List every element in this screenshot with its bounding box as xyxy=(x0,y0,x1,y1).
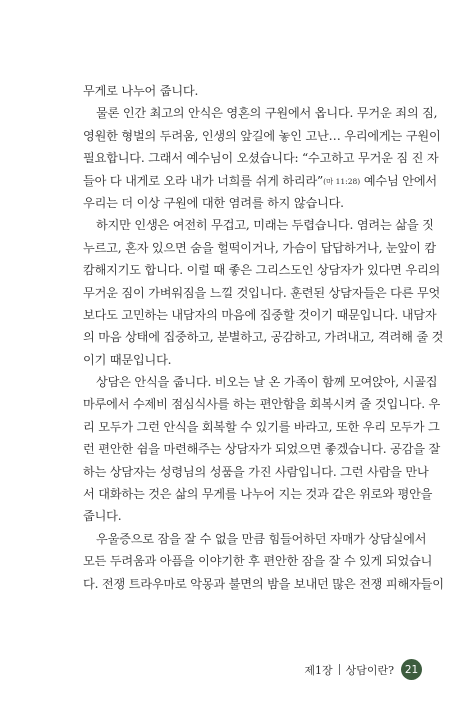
text-line: 이기 때문입니다. xyxy=(83,352,172,367)
text-line: 모든 두려움과 아픔을 이야기한 후 편안한 잠을 잘 수 있게 되었습니 xyxy=(83,554,433,569)
page-body xyxy=(83,80,444,595)
text-line: 마루에서 수제비 점심식사를 하는 편안함을 회복시켜 줄 것입니다. 우 xyxy=(83,397,441,412)
text-line: 런 편안한 쉼을 마련해주는 상담자가 되었으면 좋겠습니다. 공감을 잘 xyxy=(83,442,441,457)
text-line: 의 마음 상태에 집중하고, 분별하고, 공감하고, 가려내고, 격려해 줄 것 xyxy=(83,330,444,345)
chapter-label: 제1장 xyxy=(304,663,333,677)
text-line: 필요합니다. 그래서 예수님이 오셨습니다: “수고하고 무거운 짐 진 자 xyxy=(83,151,439,166)
text-line: 하는 상담자는 성령님의 성품을 가진 사람입니다. 그런 사람을 만나 xyxy=(83,464,429,479)
text-line: 서 대화하는 것은 삶의 무게를 나누어 지는 것과 같은 위로와 평안을 xyxy=(83,487,433,502)
text-line: 하지만 인생은 여전히 무겁고, 미래는 두렵습니다. 염려는 삶을 짓 xyxy=(96,218,434,233)
text-line: 누르고, 혼자 있으면 숨을 헐떡이거나, 가슴이 답답하거나, 눈앞이 캄 xyxy=(83,240,436,255)
page-number-badge: 21 xyxy=(401,659,422,680)
text-line: 상담은 안식을 줍니다. 비오는 날 온 가족이 함께 모여앉아, 시골집 xyxy=(96,375,438,390)
text-line: 영원한 형벌의 두려움, 인생의 앞길에 놓인 고난… 우리에게는 구원이 xyxy=(83,128,441,143)
quote-text: 들아 다 내게로 오라 내가 너희를 쉬게 하리라” xyxy=(83,173,324,188)
text-line: 캄해지기도 합니다. 이럴 때 좋은 그리스도인 상담자가 있다면 우리의 xyxy=(83,263,441,278)
text-line: 물론 인간 최고의 안식은 영혼의 구원에서 옵니다. 무거운 죄의 짐, xyxy=(96,106,438,121)
text-continuation: 예수님 안에서 xyxy=(360,173,437,188)
scripture-reference: (마 11:28) xyxy=(323,176,361,186)
chapter-title: 상담이란? xyxy=(345,663,394,677)
text-line: 다. 전쟁 트라우마로 악몽과 불면의 밤을 보내던 많은 전쟁 피해자들이 xyxy=(83,576,444,591)
text-line xyxy=(83,170,437,192)
text-line: 우울증으로 잠을 잘 수 없을 만큼 힘들어하던 자매가 상담실에서 xyxy=(96,531,427,546)
page-footer xyxy=(304,659,422,680)
text-line: 무거운 짐이 가벼워짐을 느낄 것입니다. 훈련된 상담자들은 다른 무엇 xyxy=(83,285,441,300)
text-line: 보다도 고민하는 내담자의 마음에 집중할 것이기 때문입니다. 내담자 xyxy=(83,307,437,322)
footer-divider xyxy=(339,664,340,675)
text-line: 리 모두가 그런 안식을 회복할 수 있기를 바라고, 또한 우리 모두가 그 xyxy=(83,419,440,434)
text-line: 우리는 더 이상 구원에 대한 염려를 하지 않습니다. xyxy=(83,195,344,210)
text-line: 줍니다. xyxy=(83,509,122,524)
text-line: 무게로 나누어 줍니다. xyxy=(83,84,199,98)
